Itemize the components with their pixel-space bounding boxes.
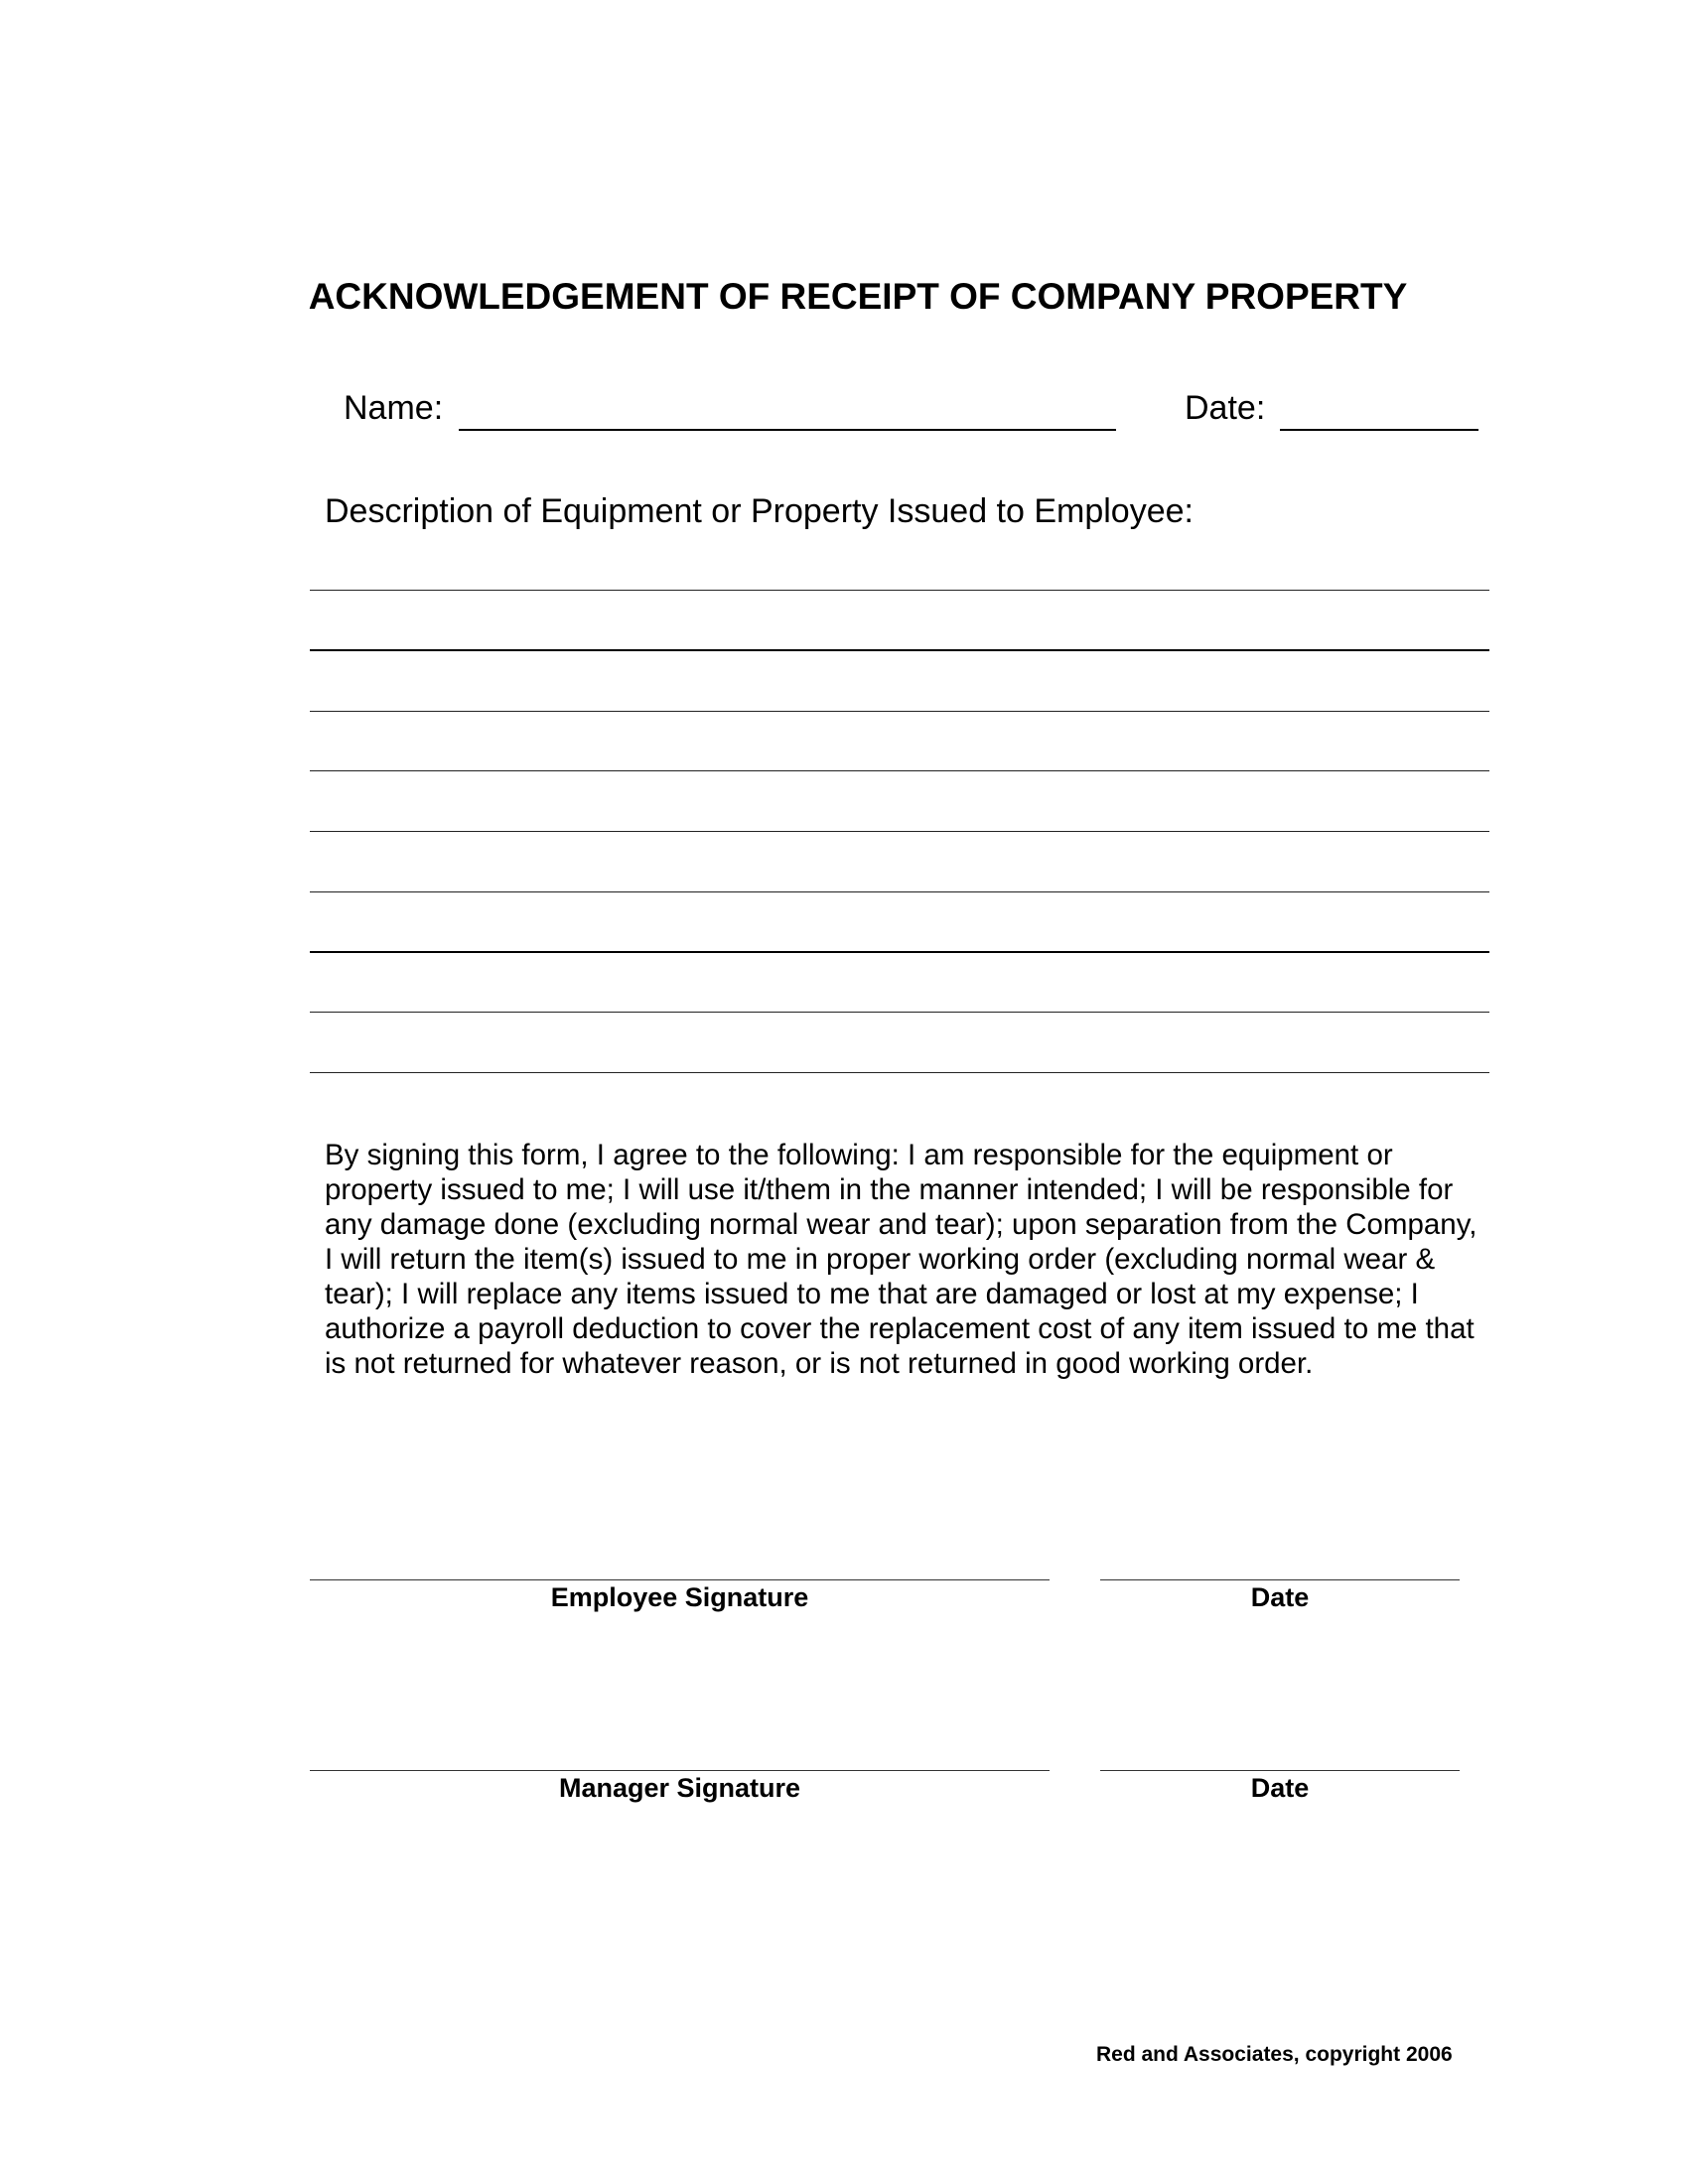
date-field[interactable] [1280,429,1478,431]
name-label: Name: [344,389,444,427]
employee-signature-label: Employee Signature [550,1582,809,1612]
description-label: Description of Equipment or Property Issued to Employee: [325,492,1194,530]
description-line[interactable] [310,891,1489,892]
description-line[interactable] [310,770,1489,771]
name-field[interactable] [459,429,1116,431]
copyright-footer: Red and Associates, copyright 2006 [1096,2043,1453,2066]
description-line[interactable] [310,590,1489,591]
description-line[interactable] [310,711,1489,712]
employee-date-line[interactable] [1100,1579,1460,1580]
description-line[interactable] [310,649,1489,651]
form-title: ACKNOWLEDGEMENT OF RECEIPT OF COMPANY PROPERTY [308,276,1408,317]
manager-signature-line[interactable] [310,1770,1050,1771]
date-label: Date: [1185,389,1266,427]
employee-signature-line[interactable] [310,1579,1050,1580]
description-line[interactable] [310,831,1489,832]
manager-signature-label: Manager Signature [558,1773,801,1803]
description-line[interactable] [310,1012,1489,1013]
manager-date-line[interactable] [1100,1770,1460,1771]
manager-date-label: Date [1250,1773,1310,1803]
description-line[interactable] [310,1072,1489,1073]
employee-date-label: Date [1250,1582,1310,1612]
terms-paragraph: By signing this form, I agree to the following: I am responsible for the equipment or property issued to me; I will use it/them in the manner intended; I will be responsible for any damage done (excluding normal wear and tear); upon separation from the Company, I will return the item(s) issued to me in proper working order (excluding normal wear & tear); I will replace any items issued to me that are damaged or lost at my expense; I authorize a payroll deduction to cover the replacement cost of any item issued to me that is not returned for whatever reason, or is not returned in good working order. [325,1139,1477,1380]
description-line[interactable] [310,951,1489,953]
